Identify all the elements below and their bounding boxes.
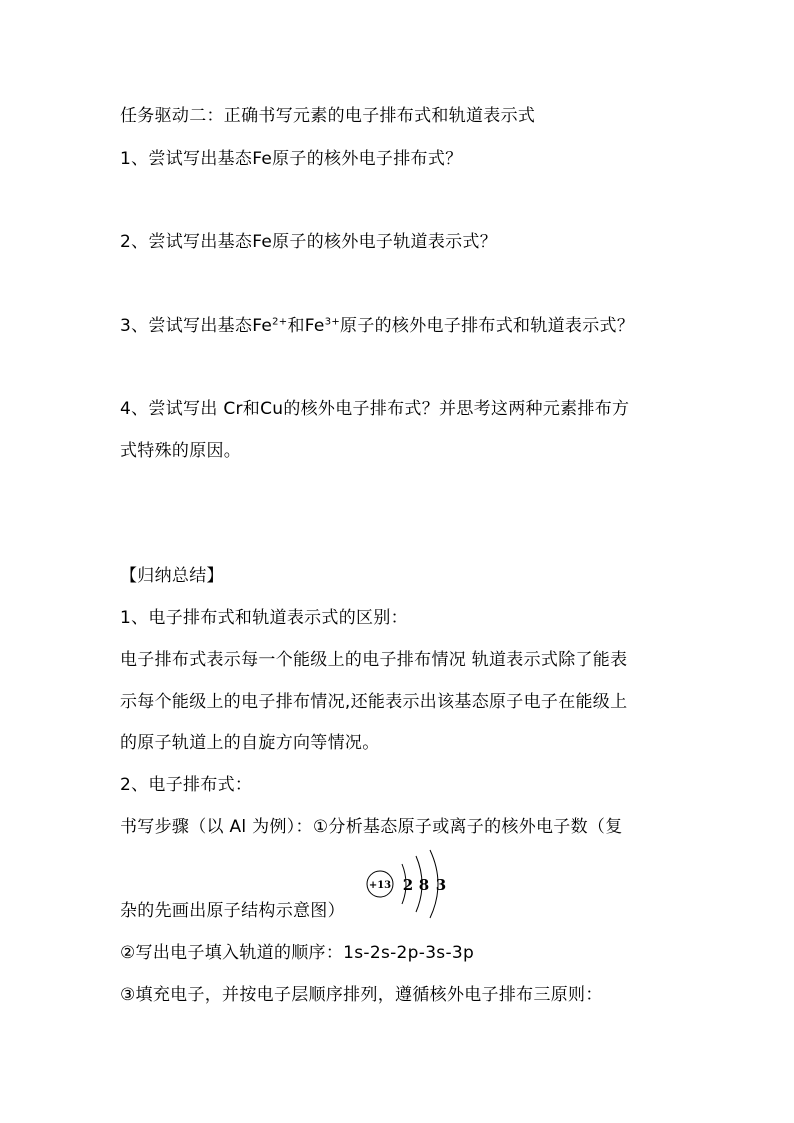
task-heading: 任务驱动二：正确书写元素的电子排布式和轨道表示式 — [120, 106, 536, 126]
summary-2-title: 2、电子排布式： — [120, 775, 253, 795]
step-1-line-2: 杂的先画出原子结构示意图） — [120, 901, 345, 921]
step-3: ③填充电子，并按电子层顺序排列，遵循核外电子排布三原则： — [120, 985, 603, 1005]
question-3-mid: 和Fe — [287, 316, 325, 336]
question-4-line-1: 4、尝试写出 Cr和Cu的核外电子排布式？并思考这两种元素排布方 — [120, 399, 630, 419]
question-3-prefix: 3、尝试写出基态Fe — [120, 316, 273, 336]
shell-3-electrons: 3 — [435, 876, 447, 894]
question-2: 2、尝试写出基态Fe原子的核外电子轨道表示式？ — [120, 232, 498, 252]
nucleus-charge: +13 — [368, 880, 392, 891]
question-3 — [120, 314, 634, 338]
shell-2-electrons: 8 — [418, 876, 430, 894]
summary-1-title: 1、电子排布式和轨道表示式的区别： — [120, 608, 408, 628]
question-4-line-2: 式特殊的原因。 — [120, 441, 242, 461]
step-2: ②写出电子填入轨道的顺序：1s-2s-2p-3s-3p — [120, 943, 475, 963]
fe2-charge: 2+ — [272, 316, 288, 328]
summary-1-line-1: 电子排布式表示每一个能级上的电子排布情况 轨道表示式除了能表 — [120, 650, 628, 670]
question-3-suffix: 原子的核外电子排布式和轨道表示式？ — [340, 316, 635, 336]
fe3-charge: 3+ — [324, 316, 341, 328]
question-1: 1、尝试写出基态Fe原子的核外电子排布式？ — [120, 149, 463, 169]
step-1-line-1: 书写步骤（以 Al 为例）：①分析基态原子或离子的核外电子数（复 — [120, 817, 623, 837]
summary-1-line-3: 的原子轨道上的自旋方向等情况。 — [120, 733, 380, 753]
aluminum-atom-structure-diagram — [360, 848, 460, 920]
shell-1-electrons: 2 — [402, 876, 414, 894]
summary-heading: 【归纳总结】 — [120, 566, 224, 586]
summary-1-line-2: 示每个能级上的电子排布情况,还能表示出该基态原子电子在能级上 — [120, 692, 628, 712]
